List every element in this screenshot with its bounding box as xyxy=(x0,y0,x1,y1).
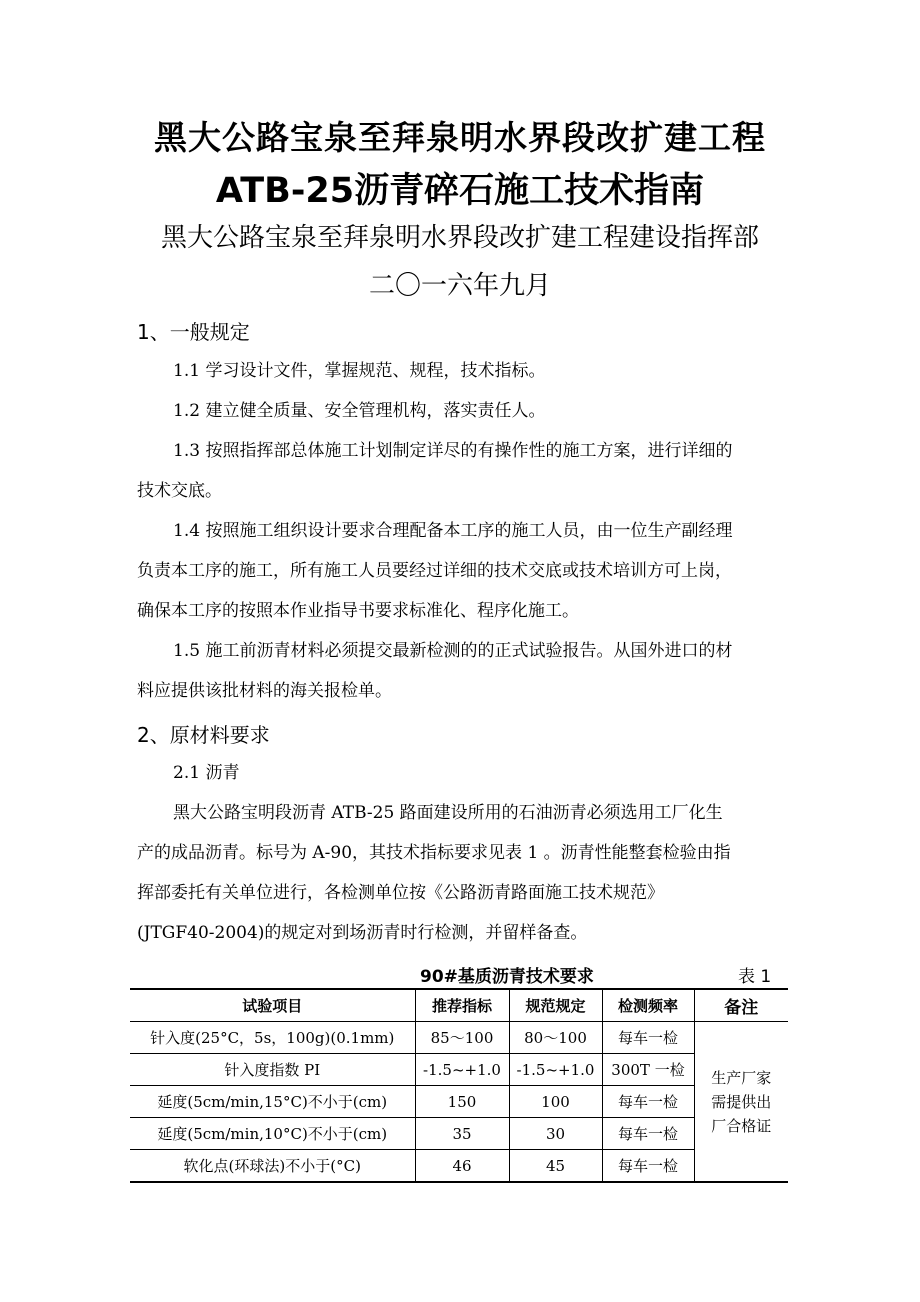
header-recommended: 推荐指标 xyxy=(415,989,509,1022)
issuer-line: 黑大公路宝泉至拜泉明水界段改扩建工程建设指挥部 xyxy=(160,223,759,253)
cell-spec: 80～100 xyxy=(509,1022,602,1054)
document-title: 黑大公路宝泉至拜泉明水界段改扩建工程 xyxy=(154,118,766,157)
paragraph-line: 产的成品沥青。标号为 A-90，其技术指标要求见表 1 。沥青性能整套检验由指 xyxy=(137,843,731,863)
cell-recommended: 85～100 xyxy=(415,1022,509,1054)
paragraph-line: 技术交底。 xyxy=(137,481,222,501)
paragraph-1-5 xyxy=(137,631,783,711)
section-1-heading: 1、一般规定 xyxy=(137,320,250,344)
table-row xyxy=(130,1086,788,1118)
paragraph-line: 确保本工序的按照本作业指导书要求标准化、程序化施工。 xyxy=(137,601,579,621)
paragraph-line: 1.2 建立健全质量、安全管理机构，落实责任人。 xyxy=(173,401,546,421)
cell-recommended: 46 xyxy=(415,1150,509,1183)
cell-test-item: 针入度指数 PI xyxy=(130,1054,415,1086)
paragraph-line: 1.3 按照指挥部总体施工计划制定详尽的有操作性的施工方案，进行详细的 xyxy=(173,441,733,461)
cell-frequency: 每车一检 xyxy=(602,1022,694,1054)
paragraph-2-1 xyxy=(137,793,783,953)
table-number: 表 1 xyxy=(738,967,772,987)
cell-recommended: 150 xyxy=(415,1086,509,1118)
header-notes: 备注 xyxy=(694,989,788,1022)
paragraph-line: 料应提供该批材料的海关报检单。 xyxy=(137,681,392,701)
table-row xyxy=(130,1118,788,1150)
subheading-2-1 xyxy=(137,753,783,793)
cell-frequency: 每车一检 xyxy=(602,1150,694,1183)
cell-remark xyxy=(694,1022,788,1183)
paragraph-1-1 xyxy=(137,351,783,391)
paragraph-line: 1.1 学习设计文件，掌握规范、规程，技术指标。 xyxy=(173,361,546,381)
table-row xyxy=(130,1022,788,1054)
section-2-heading: 2、原材料要求 xyxy=(137,723,270,747)
header-frequency: 检测频率 xyxy=(602,989,694,1022)
paragraph-line: 黑大公路宝明段沥青 ATB-25 路面建设所用的石油沥青必须选用工厂化生 xyxy=(173,803,723,823)
cell-spec: 45 xyxy=(509,1150,602,1183)
cell-frequency: 300T 一检 xyxy=(602,1054,694,1086)
paragraph-1-4 xyxy=(137,511,783,631)
cell-test-item: 延度(5cm/min,15°C)不小于(cm) xyxy=(130,1086,415,1118)
table-header-row xyxy=(130,989,788,1022)
paragraph-line: 负责本工序的施工，所有施工人员要经过详细的技术交底或技术培训方可上岗， xyxy=(137,561,732,581)
remark-line: 生产厂家 xyxy=(711,1068,772,1087)
header-test-item: 试验项目 xyxy=(130,989,415,1022)
table-row xyxy=(130,1150,788,1183)
paragraph-line: (JTGF40-2004)的规定对到场沥青时行检测，并留样备查。 xyxy=(137,923,588,943)
cell-test-item: 针入度(25°C，5s，100g)(0.1mm) xyxy=(130,1022,415,1054)
cell-test-item: 软化点(环球法)不小于(°C) xyxy=(130,1150,415,1183)
header-spec: 规范规定 xyxy=(509,989,602,1022)
paragraph-1-3 xyxy=(137,431,783,511)
asphalt-spec-table xyxy=(130,988,788,1183)
remark-line: 厂合格证 xyxy=(711,1116,772,1135)
table-caption: 90#基质沥青技术要求 xyxy=(420,967,594,987)
paragraph-line: 2.1 沥青 xyxy=(173,763,240,783)
document-subtitle: ATB-25沥青碎石施工技术指南 xyxy=(215,171,705,211)
paragraph-line: 1.4 按照施工组织设计要求合理配备本工序的施工人员，由一位生产副经理 xyxy=(173,521,733,541)
cell-spec: 30 xyxy=(509,1118,602,1150)
cell-test-item: 延度(5cm/min,10°C)不小于(cm) xyxy=(130,1118,415,1150)
paragraph-line: 挥部委托有关单位进行，各检测单位按《公路沥青路面施工技术规范》 xyxy=(137,883,664,903)
cell-frequency: 每车一检 xyxy=(602,1086,694,1118)
remark-line: 需提供出 xyxy=(711,1092,772,1111)
paragraph-1-2 xyxy=(137,391,783,431)
paragraph-line: 1.5 施工前沥青材料必须提交最新检测的的正式试验报告。从国外进口的材 xyxy=(173,641,733,661)
cell-recommended: 35 xyxy=(415,1118,509,1150)
cell-spec: 100 xyxy=(509,1086,602,1118)
table-row xyxy=(130,1054,788,1086)
cell-recommended: -1.5~+1.0 xyxy=(415,1054,509,1086)
cell-frequency: 每车一检 xyxy=(602,1118,694,1150)
date-line: 二〇一六年九月 xyxy=(368,271,551,301)
cell-spec: -1.5~+1.0 xyxy=(509,1054,602,1086)
